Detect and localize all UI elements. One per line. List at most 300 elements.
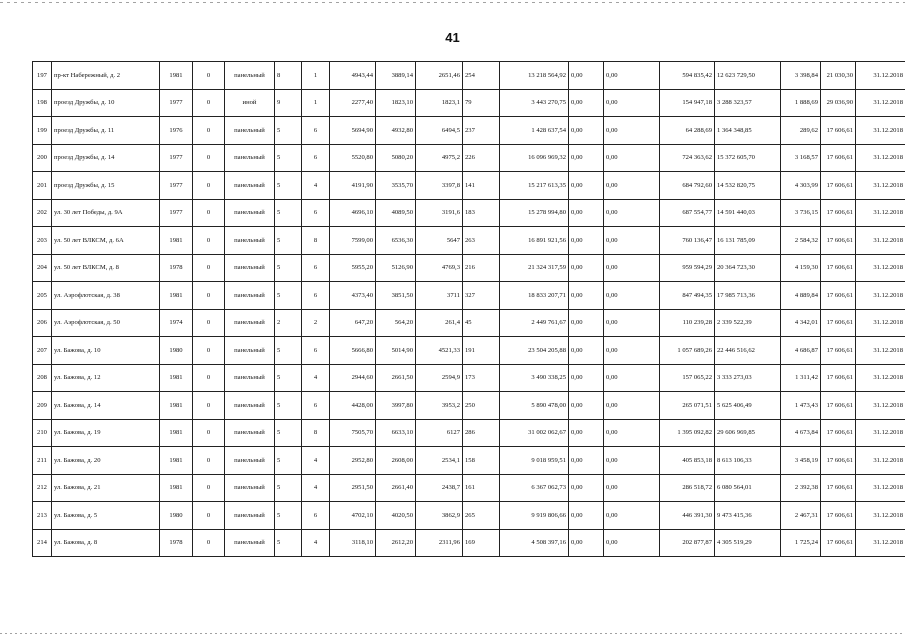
cell-regional-cost: 265 071,51 — [660, 392, 715, 420]
cell-owner-cost: 0,00 — [604, 282, 660, 310]
cell-budget-cost: 9 473 415,36 — [715, 502, 781, 530]
cell-total-area: 4696,10 — [330, 199, 376, 227]
cell-total-area: 4702,10 — [330, 502, 376, 530]
cell-living-area: 5126,90 — [376, 254, 416, 282]
cell-zero-value: 0 — [193, 447, 225, 475]
cell-wall-material: панельный — [225, 364, 275, 392]
cell-fund-cost: 0,00 — [569, 227, 604, 255]
cell-floors: 5 — [275, 117, 302, 145]
cell-max-cost-per-sqm: 17 606,61 — [821, 144, 856, 172]
cell-entrances: 4 — [302, 474, 330, 502]
cell-total-cost: 9 018 959,51 — [500, 447, 569, 475]
cell-regional-cost: 959 594,29 — [660, 254, 715, 282]
cell-row-number: 206 — [33, 309, 52, 337]
cell-budget-cost: 20 364 723,30 — [715, 254, 781, 282]
cell-residents: 265 — [463, 502, 500, 530]
cell-regional-cost: 154 947,18 — [660, 89, 715, 117]
cell-residential-area: 6494,5 — [416, 117, 463, 145]
cell-total-cost: 3 490 338,25 — [500, 364, 569, 392]
cell-wall-material: панельный — [225, 392, 275, 420]
cell-floors: 5 — [275, 172, 302, 200]
table-row — [33, 227, 905, 255]
cell-entrances: 6 — [302, 117, 330, 145]
cell-row-number: 201 — [33, 172, 52, 200]
cell-floors: 5 — [275, 227, 302, 255]
cell-row-number: 203 — [33, 227, 52, 255]
cell-owner-cost: 0,00 — [604, 254, 660, 282]
cell-living-area: 5080,20 — [376, 144, 416, 172]
cell-regional-cost: 684 792,60 — [660, 172, 715, 200]
cell-deadline-date: 31.12.2018 — [856, 227, 905, 255]
cell-fund-cost: 0,00 — [569, 474, 604, 502]
cell-entrances: 4 — [302, 364, 330, 392]
cell-address: проезд Дружбы, д. 10 — [52, 89, 160, 117]
cell-year-built: 1981 — [160, 282, 193, 310]
cell-regional-cost: 405 853,18 — [660, 447, 715, 475]
cell-year-built: 1981 — [160, 392, 193, 420]
cell-max-cost-per-sqm: 17 606,61 — [821, 172, 856, 200]
cell-zero-value: 0 — [193, 89, 225, 117]
cell-address: проезд Дружбы, д. 15 — [52, 172, 160, 200]
cell-max-cost-per-sqm: 29 036,90 — [821, 89, 856, 117]
cell-wall-material: панельный — [225, 337, 275, 365]
cell-total-area: 2944,60 — [330, 364, 376, 392]
cell-total-cost: 16 891 921,56 — [500, 227, 569, 255]
cell-residents: 161 — [463, 474, 500, 502]
cell-residents: 263 — [463, 227, 500, 255]
cell-deadline-date: 31.12.2018 — [856, 474, 905, 502]
cell-residents: 226 — [463, 144, 500, 172]
cell-residents: 183 — [463, 199, 500, 227]
cell-wall-material: панельный — [225, 254, 275, 282]
cell-residential-area: 5647 — [416, 227, 463, 255]
cell-zero-value: 0 — [193, 62, 225, 90]
cell-living-area: 3889,14 — [376, 62, 416, 90]
cell-residential-area: 4521,33 — [416, 337, 463, 365]
cell-total-cost: 15 278 994,80 — [500, 199, 569, 227]
cell-fund-cost: 0,00 — [569, 254, 604, 282]
cell-row-number: 212 — [33, 474, 52, 502]
cell-living-area: 6536,30 — [376, 227, 416, 255]
cell-row-number: 202 — [33, 199, 52, 227]
cell-owner-cost: 0,00 — [604, 337, 660, 365]
cell-deadline-date: 31.12.2018 — [856, 419, 905, 447]
cell-entrances: 1 — [302, 89, 330, 117]
cell-regional-cost: 687 554,77 — [660, 199, 715, 227]
cell-entrances: 6 — [302, 392, 330, 420]
cell-budget-cost: 16 131 785,09 — [715, 227, 781, 255]
cell-deadline-date: 31.12.2018 — [856, 392, 905, 420]
cell-wall-material: панельный — [225, 529, 275, 557]
registry-body — [33, 62, 905, 557]
cell-address: ул. Бажова, д. 19 — [52, 419, 160, 447]
cell-zero-value: 0 — [193, 117, 225, 145]
cell-row-number: 211 — [33, 447, 52, 475]
cell-year-built: 1974 — [160, 309, 193, 337]
cell-total-cost: 23 504 205,88 — [500, 337, 569, 365]
cell-fund-cost: 0,00 — [569, 502, 604, 530]
cell-living-area: 3851,50 — [376, 282, 416, 310]
cell-max-cost-per-sqm: 21 030,30 — [821, 62, 856, 90]
cell-regional-cost: 724 363,62 — [660, 144, 715, 172]
cell-total-cost: 1 428 637,54 — [500, 117, 569, 145]
cell-deadline-date: 31.12.2018 — [856, 364, 905, 392]
cell-residential-area: 3953,2 — [416, 392, 463, 420]
cell-entrances: 6 — [302, 144, 330, 172]
cell-budget-cost: 2 339 522,39 — [715, 309, 781, 337]
cell-fund-cost: 0,00 — [569, 62, 604, 90]
cell-budget-cost: 12 623 729,50 — [715, 62, 781, 90]
cell-entrances: 4 — [302, 447, 330, 475]
cell-total-area: 3118,10 — [330, 529, 376, 557]
cell-deadline-date: 31.12.2018 — [856, 144, 905, 172]
cell-zero-value: 0 — [193, 392, 225, 420]
cell-total-cost: 21 324 317,59 — [500, 254, 569, 282]
cell-entrances: 8 — [302, 419, 330, 447]
cell-wall-material: панельный — [225, 282, 275, 310]
table-row — [33, 529, 905, 557]
cell-fund-cost: 0,00 — [569, 144, 604, 172]
cell-year-built: 1980 — [160, 337, 193, 365]
cell-total-cost: 5 890 478,00 — [500, 392, 569, 420]
cell-wall-material: панельный — [225, 172, 275, 200]
cell-floors: 5 — [275, 474, 302, 502]
table-row — [33, 419, 905, 447]
cell-regional-cost: 1 057 689,26 — [660, 337, 715, 365]
cell-fund-cost: 0,00 — [569, 117, 604, 145]
cell-address: ул. Аэрофлотская, д. 50 — [52, 309, 160, 337]
cell-entrances: 2 — [302, 309, 330, 337]
cell-cost-per-sqm: 3 458,19 — [781, 447, 821, 475]
cell-total-area: 647,20 — [330, 309, 376, 337]
cell-budget-cost: 14 591 440,03 — [715, 199, 781, 227]
cell-living-area: 1823,10 — [376, 89, 416, 117]
cell-budget-cost: 14 532 820,75 — [715, 172, 781, 200]
cell-regional-cost: 760 136,47 — [660, 227, 715, 255]
cell-budget-cost: 5 625 406,49 — [715, 392, 781, 420]
cell-max-cost-per-sqm: 17 606,61 — [821, 392, 856, 420]
cell-deadline-date: 31.12.2018 — [856, 89, 905, 117]
cell-residential-area: 6127 — [416, 419, 463, 447]
cell-cost-per-sqm: 289,62 — [781, 117, 821, 145]
cell-year-built: 1976 — [160, 117, 193, 145]
cell-total-cost: 13 218 564,92 — [500, 62, 569, 90]
cell-deadline-date: 31.12.2018 — [856, 529, 905, 557]
cell-row-number: 205 — [33, 282, 52, 310]
cell-cost-per-sqm: 4 303,99 — [781, 172, 821, 200]
cell-residents: 169 — [463, 529, 500, 557]
cell-deadline-date: 31.12.2018 — [856, 337, 905, 365]
cell-living-area: 5014,90 — [376, 337, 416, 365]
cell-address: ул. Бажова, д. 14 — [52, 392, 160, 420]
cell-address: ул. Бажова, д. 8 — [52, 529, 160, 557]
cell-total-cost: 6 367 062,73 — [500, 474, 569, 502]
cell-living-area: 2612,20 — [376, 529, 416, 557]
cell-residential-area: 2534,1 — [416, 447, 463, 475]
cell-zero-value: 0 — [193, 502, 225, 530]
cell-entrances: 8 — [302, 227, 330, 255]
cell-regional-cost: 446 391,30 — [660, 502, 715, 530]
cell-row-number: 198 — [33, 89, 52, 117]
cell-total-area: 7599,00 — [330, 227, 376, 255]
cell-floors: 5 — [275, 337, 302, 365]
cell-living-area: 4020,50 — [376, 502, 416, 530]
cell-living-area: 3535,70 — [376, 172, 416, 200]
cell-fund-cost: 0,00 — [569, 447, 604, 475]
cell-deadline-date: 31.12.2018 — [856, 282, 905, 310]
cell-cost-per-sqm: 2 392,38 — [781, 474, 821, 502]
cell-zero-value: 0 — [193, 227, 225, 255]
cell-fund-cost: 0,00 — [569, 309, 604, 337]
cell-row-number: 209 — [33, 392, 52, 420]
table-row — [33, 89, 905, 117]
cell-total-area: 5694,90 — [330, 117, 376, 145]
cell-year-built: 1981 — [160, 419, 193, 447]
cell-wall-material: панельный — [225, 117, 275, 145]
cell-max-cost-per-sqm: 17 606,61 — [821, 254, 856, 282]
cell-deadline-date: 31.12.2018 — [856, 254, 905, 282]
cell-regional-cost: 64 288,69 — [660, 117, 715, 145]
cell-max-cost-per-sqm: 17 606,61 — [821, 227, 856, 255]
cell-regional-cost: 202 877,87 — [660, 529, 715, 557]
cell-cost-per-sqm: 4 159,30 — [781, 254, 821, 282]
cell-owner-cost: 0,00 — [604, 447, 660, 475]
cell-zero-value: 0 — [193, 309, 225, 337]
cell-cost-per-sqm: 4 686,87 — [781, 337, 821, 365]
cell-row-number: 197 — [33, 62, 52, 90]
cell-max-cost-per-sqm: 17 606,61 — [821, 419, 856, 447]
cell-zero-value: 0 — [193, 419, 225, 447]
cell-cost-per-sqm: 3 168,57 — [781, 144, 821, 172]
cell-max-cost-per-sqm: 17 606,61 — [821, 117, 856, 145]
cell-deadline-date: 31.12.2018 — [856, 447, 905, 475]
cell-year-built: 1981 — [160, 62, 193, 90]
cell-total-cost: 4 508 397,16 — [500, 529, 569, 557]
cell-deadline-date: 31.12.2018 — [856, 172, 905, 200]
cell-max-cost-per-sqm: 17 606,61 — [821, 502, 856, 530]
cell-floors: 8 — [275, 62, 302, 90]
table-row — [33, 144, 905, 172]
cell-fund-cost: 0,00 — [569, 364, 604, 392]
cell-residential-area: 1823,1 — [416, 89, 463, 117]
table-row — [33, 337, 905, 365]
cell-address: ул. Бажова, д. 21 — [52, 474, 160, 502]
cell-budget-cost: 15 372 605,70 — [715, 144, 781, 172]
cell-max-cost-per-sqm: 17 606,61 — [821, 364, 856, 392]
cell-address: ул. Бажова, д. 12 — [52, 364, 160, 392]
cell-residential-area: 261,4 — [416, 309, 463, 337]
cell-entrances: 6 — [302, 199, 330, 227]
cell-living-area: 3997,80 — [376, 392, 416, 420]
housing-registry-table — [32, 61, 905, 557]
table-row — [33, 502, 905, 530]
cell-year-built: 1977 — [160, 172, 193, 200]
cell-floors: 9 — [275, 89, 302, 117]
cell-row-number: 210 — [33, 419, 52, 447]
cell-regional-cost: 286 518,72 — [660, 474, 715, 502]
cell-floors: 5 — [275, 419, 302, 447]
cell-cost-per-sqm: 4 673,84 — [781, 419, 821, 447]
cell-cost-per-sqm: 1 311,42 — [781, 364, 821, 392]
cell-entrances: 4 — [302, 172, 330, 200]
cell-total-cost: 3 443 270,75 — [500, 89, 569, 117]
cell-cost-per-sqm: 4 889,84 — [781, 282, 821, 310]
cell-regional-cost: 1 395 092,82 — [660, 419, 715, 447]
cell-residents: 250 — [463, 392, 500, 420]
cell-total-cost: 31 002 062,67 — [500, 419, 569, 447]
cell-owner-cost: 0,00 — [604, 392, 660, 420]
page-number: 41 — [445, 30, 460, 45]
cell-owner-cost: 0,00 — [604, 474, 660, 502]
cell-max-cost-per-sqm: 17 606,61 — [821, 529, 856, 557]
cell-row-number: 213 — [33, 502, 52, 530]
cell-owner-cost: 0,00 — [604, 364, 660, 392]
cell-floors: 5 — [275, 392, 302, 420]
cell-wall-material: панельный — [225, 227, 275, 255]
cell-budget-cost: 8 613 106,33 — [715, 447, 781, 475]
cell-residents: 141 — [463, 172, 500, 200]
cell-floors: 5 — [275, 282, 302, 310]
cell-address: проезд Дружбы, д. 14 — [52, 144, 160, 172]
cell-total-area: 5666,80 — [330, 337, 376, 365]
cell-owner-cost: 0,00 — [604, 144, 660, 172]
cell-budget-cost: 3 288 323,57 — [715, 89, 781, 117]
cell-residents: 327 — [463, 282, 500, 310]
cell-year-built: 1981 — [160, 447, 193, 475]
cell-row-number: 199 — [33, 117, 52, 145]
cell-zero-value: 0 — [193, 172, 225, 200]
cell-owner-cost: 0,00 — [604, 172, 660, 200]
cell-residential-area: 2311,96 — [416, 529, 463, 557]
cell-regional-cost: 847 494,35 — [660, 282, 715, 310]
cell-living-area: 4089,50 — [376, 199, 416, 227]
cell-zero-value: 0 — [193, 337, 225, 365]
cell-residents: 158 — [463, 447, 500, 475]
cell-residential-area: 2651,46 — [416, 62, 463, 90]
cell-floors: 2 — [275, 309, 302, 337]
cell-year-built: 1980 — [160, 502, 193, 530]
cell-living-area: 564,20 — [376, 309, 416, 337]
cell-zero-value: 0 — [193, 144, 225, 172]
cell-wall-material: панельный — [225, 199, 275, 227]
cell-wall-material: панельный — [225, 62, 275, 90]
cell-residents: 79 — [463, 89, 500, 117]
cell-entrances: 6 — [302, 502, 330, 530]
cell-total-area: 4943,44 — [330, 62, 376, 90]
cell-total-area: 2277,40 — [330, 89, 376, 117]
cell-fund-cost: 0,00 — [569, 529, 604, 557]
cell-budget-cost: 22 446 516,62 — [715, 337, 781, 365]
cell-wall-material: панельный — [225, 447, 275, 475]
cell-address: проезд Дружбы, д. 11 — [52, 117, 160, 145]
cell-owner-cost: 0,00 — [604, 227, 660, 255]
cell-zero-value: 0 — [193, 529, 225, 557]
cell-cost-per-sqm: 1 725,24 — [781, 529, 821, 557]
cell-residents: 254 — [463, 62, 500, 90]
cell-total-cost: 9 919 806,66 — [500, 502, 569, 530]
cell-year-built: 1977 — [160, 199, 193, 227]
cell-deadline-date: 31.12.2018 — [856, 117, 905, 145]
cell-regional-cost: 110 239,28 — [660, 309, 715, 337]
cell-zero-value: 0 — [193, 199, 225, 227]
cell-budget-cost: 6 080 564,01 — [715, 474, 781, 502]
cell-residents: 286 — [463, 419, 500, 447]
cell-total-area: 5520,80 — [330, 144, 376, 172]
table-row — [33, 117, 905, 145]
cell-wall-material: панельный — [225, 474, 275, 502]
scan-edge-bottom — [0, 633, 905, 634]
cell-row-number: 200 — [33, 144, 52, 172]
cell-fund-cost: 0,00 — [569, 392, 604, 420]
cell-wall-material: панельный — [225, 419, 275, 447]
cell-cost-per-sqm: 2 584,32 — [781, 227, 821, 255]
cell-total-cost: 18 833 207,71 — [500, 282, 569, 310]
cell-address: ул. 50 лет ВЛКСМ, д. 6А — [52, 227, 160, 255]
cell-total-area: 2952,80 — [330, 447, 376, 475]
cell-entrances: 6 — [302, 337, 330, 365]
cell-total-area: 2951,50 — [330, 474, 376, 502]
cell-residential-area: 2594,9 — [416, 364, 463, 392]
cell-year-built: 1977 — [160, 144, 193, 172]
cell-living-area: 6633,10 — [376, 419, 416, 447]
cell-cost-per-sqm: 3 736,15 — [781, 199, 821, 227]
cell-budget-cost: 17 985 713,36 — [715, 282, 781, 310]
cell-year-built: 1978 — [160, 254, 193, 282]
cell-entrances: 4 — [302, 529, 330, 557]
cell-zero-value: 0 — [193, 282, 225, 310]
table-row — [33, 199, 905, 227]
cell-residential-area: 4975,2 — [416, 144, 463, 172]
cell-living-area: 2608,00 — [376, 447, 416, 475]
cell-regional-cost: 157 065,22 — [660, 364, 715, 392]
table-row — [33, 447, 905, 475]
cell-address: ул. 30 лет Победы, д. 9А — [52, 199, 160, 227]
cell-residential-area: 2438,7 — [416, 474, 463, 502]
cell-max-cost-per-sqm: 17 606,61 — [821, 309, 856, 337]
cell-owner-cost: 0,00 — [604, 89, 660, 117]
cell-living-area: 4932,80 — [376, 117, 416, 145]
table-row — [33, 254, 905, 282]
cell-wall-material: иной — [225, 89, 275, 117]
cell-floors: 5 — [275, 529, 302, 557]
cell-total-cost: 16 096 969,32 — [500, 144, 569, 172]
cell-cost-per-sqm: 4 342,01 — [781, 309, 821, 337]
cell-row-number: 207 — [33, 337, 52, 365]
cell-owner-cost: 0,00 — [604, 199, 660, 227]
cell-year-built: 1981 — [160, 474, 193, 502]
table-row — [33, 282, 905, 310]
cell-deadline-date: 31.12.2018 — [856, 309, 905, 337]
cell-budget-cost: 4 305 519,29 — [715, 529, 781, 557]
cell-address: ул. Бажова, д. 10 — [52, 337, 160, 365]
table-row — [33, 309, 905, 337]
cell-residential-area: 3862,9 — [416, 502, 463, 530]
cell-floors: 5 — [275, 447, 302, 475]
scan-edge-top — [0, 2, 905, 3]
cell-fund-cost: 0,00 — [569, 419, 604, 447]
cell-wall-material: панельный — [225, 309, 275, 337]
cell-total-cost: 15 217 613,35 — [500, 172, 569, 200]
cell-row-number: 204 — [33, 254, 52, 282]
cell-owner-cost: 0,00 — [604, 529, 660, 557]
cell-wall-material: панельный — [225, 502, 275, 530]
cell-max-cost-per-sqm: 17 606,61 — [821, 282, 856, 310]
cell-owner-cost: 0,00 — [604, 502, 660, 530]
cell-total-area: 7505,70 — [330, 419, 376, 447]
cell-fund-cost: 0,00 — [569, 172, 604, 200]
cell-residents: 191 — [463, 337, 500, 365]
cell-max-cost-per-sqm: 17 606,61 — [821, 199, 856, 227]
